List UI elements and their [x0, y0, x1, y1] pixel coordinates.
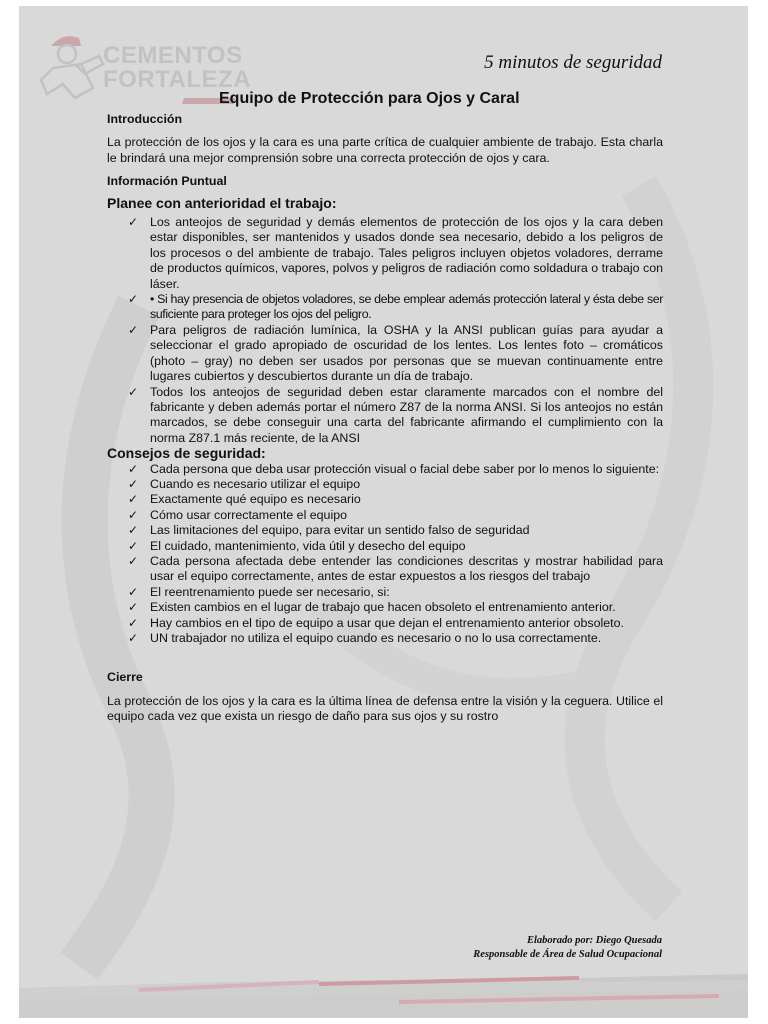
check-icon: ✓	[128, 523, 139, 538]
list-item-text: • Si hay presencia de objetos voladores, se debe emplear además protección lateral y ésta debe ser suficiente para proteger los ojos del peligro.	[150, 292, 663, 322]
check-icon: ✓	[128, 461, 139, 476]
list-item-text: Para peligros de radiación lumínica, la OSHA y la ANSI publican guías para ayudar a seleccionar el grado apropiado de oscuridad de los lentes. Los lentes foto – cromáticos (photo – gray) no deben ser usados por personas que se muevan continuamente entre lugares cubiertos y descubiertos durante un día de trabajo.	[150, 322, 663, 384]
document-page	[19, 6, 748, 1018]
check-icon: ✓	[128, 631, 139, 645]
list-item-text: El cuidado, mantenimiento, vida útil y desecho del equipo	[150, 538, 466, 553]
list-item	[128, 600, 663, 615]
info-heading: Información Puntual	[107, 174, 227, 189]
list-item	[128, 461, 663, 477]
series-title: 5 minutos de seguridad	[484, 52, 662, 73]
signature-block	[473, 934, 662, 962]
plan-list	[107, 215, 663, 446]
list-item	[128, 523, 663, 538]
check-icon: ✓	[128, 553, 139, 568]
tips-heading: Consejos de seguridad:	[107, 445, 266, 462]
check-icon: ✓	[128, 492, 139, 507]
document-title: Equipo de Protección para Ojos y Caral	[219, 90, 520, 107]
list-item	[128, 584, 663, 600]
list-item	[128, 631, 663, 646]
list-item	[128, 538, 663, 554]
list-item-text: Exactamente qué equipo es necesario	[150, 492, 361, 507]
closing-text: La protección de los ojos y la cara es la última línea de defensa entre la visión y la ceguera. Utilice el equipo cada vez que exista un riesgo de daño para sus ojos y su rostro	[107, 693, 663, 724]
closing-heading: Cierre	[107, 670, 143, 685]
intro-heading: Introducción	[107, 112, 183, 126]
list-item-text: Los anteojos de seguridad y demás elementos de protección de los ojos y la cara deben estar disponibles, ser mantenidos y usados donde sea necesario, debido a los peligros de los procesos o del ambiente de trabajo. Tales peligros incluyen objetos voladores, derrame de productos químicos, vapores, polvos y peligros de radiación como soldadura o trabajo con láser.	[150, 215, 663, 291]
intro-text: La protección de los ojos y la cara es una parte crítica de cualquier ambiente de trabajo. Esta charla le brindará una mejor comprensión sobre una correcta protección de ojos y cara.	[107, 135, 663, 165]
company-logo	[33, 28, 252, 113]
check-icon: ✓	[128, 600, 139, 615]
list-item	[128, 322, 663, 385]
check-icon: ✓	[128, 507, 139, 522]
list-item	[128, 292, 663, 323]
brand-line-1: CEMENTOS	[103, 42, 243, 69]
list-item	[128, 215, 663, 292]
list-item-text: Cada persona afectada debe entender las condiciones descritas y mostrar habilidad para usar el equipo correctamente, antes de estar expuestos a los riesgos del trabajo	[150, 553, 663, 584]
signature-author: Elaborado por: Diego Quesada	[526, 935, 662, 946]
list-item	[128, 615, 663, 631]
check-icon: ✓	[128, 322, 139, 337]
brand-name	[103, 44, 251, 92]
list-item	[128, 492, 663, 507]
list-item-text: Existen cambios en el lugar de trabajo que hacen obsoleto el entrenamiento anterior.	[150, 600, 616, 615]
worker-logo-icon	[33, 28, 113, 103]
list-item	[128, 384, 663, 447]
list-item-text: El reentrenamiento puede ser necesario, si:	[150, 584, 390, 599]
tips-list	[107, 462, 663, 647]
list-item-text: Las limitaciones del equipo, para evitar un sentido falso de seguridad	[150, 523, 530, 538]
footer-decoration	[19, 968, 748, 1018]
list-item	[128, 553, 663, 585]
check-icon: ✓	[128, 215, 139, 230]
list-item-text: UN trabajador no utiliza el equipo cuando es necesario o no lo usa correctamente.	[150, 631, 602, 645]
check-icon: ✓	[128, 615, 139, 630]
check-icon: ✓	[128, 384, 139, 399]
signature-role: Responsable de Área de Salud Ocupacional	[473, 949, 662, 960]
plan-heading: Planee con anterioridad el trabajo:	[107, 194, 337, 211]
list-item-text: Todos los anteojos de seguridad deben estar claramente marcados con el nombre del fabricante y deben además portar el número Z87 de la norma ANSI. Si los anteojos no están marcados, se debe conseguir una carta del fabricante afirmando el cumplimiento con la norma Z87.1 más reciente, de la ANSI	[150, 384, 663, 445]
check-icon: ✓	[128, 476, 139, 491]
list-item-text: Hay cambios en el tipo de equipo a usar que dejan el entrenamiento anterior obsoleto.	[150, 615, 624, 630]
check-icon: ✓	[128, 584, 139, 599]
document-body	[107, 112, 663, 725]
check-icon: ✓	[128, 292, 139, 307]
list-item-text: Cuando es necesario utilizar el equipo	[150, 476, 361, 491]
list-item-text: Cómo usar correctamente el equipo	[150, 507, 347, 522]
brand-line-2: FORTALEZA	[103, 66, 252, 93]
list-item	[128, 507, 663, 523]
list-item-text: Cada persona que deba usar protección visual o facial debe saber por lo menos lo siguiente:	[150, 461, 660, 476]
check-icon: ✓	[128, 538, 139, 553]
list-item	[128, 476, 663, 492]
